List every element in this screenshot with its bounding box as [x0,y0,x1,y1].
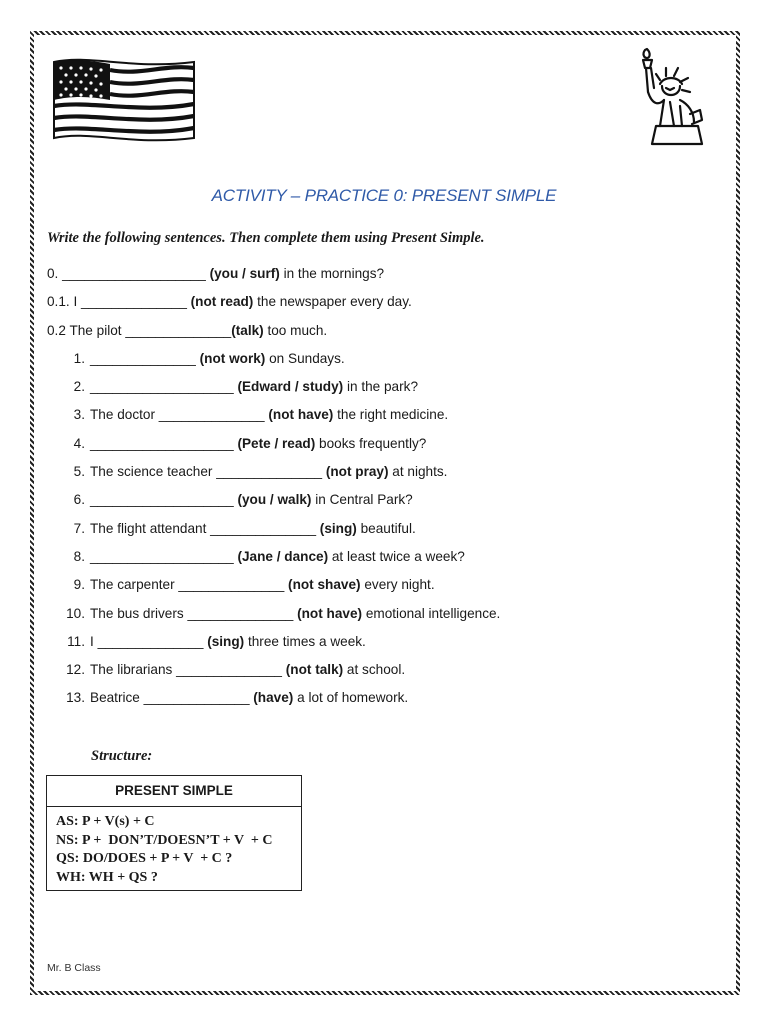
american-flag-icon [50,56,198,144]
formula-line: NS: P + DON’T/DOESN’T + V + C [56,832,273,848]
item-rest: too much. [263,322,328,338]
answer-blank: ___________________ [62,266,206,281]
exercise-item [47,604,500,632]
item-subject: The science teacher [90,464,213,480]
answer-blank: ______________ [143,690,250,706]
answer-blank: ______________ [97,633,204,649]
answer-blank: ______________ [216,464,323,480]
verb-hint: (Jane / dance) [237,548,329,564]
item-rest: in the park? [343,379,418,395]
exercise-item [47,632,500,660]
verb-hint: (talk) [231,322,264,338]
exercise-item [47,377,500,405]
item-number: 3. [73,407,85,423]
exercise-item [47,349,500,377]
item-subject: I [90,633,94,649]
grammar-box-body [47,807,301,887]
item-rest: at least twice a week? [328,548,465,564]
item-rest: at nights. [388,464,448,480]
verb-hint: (sing) [319,520,357,536]
grammar-box [46,775,302,891]
exercise-item [47,434,500,462]
exercise-item [47,321,500,349]
item-rest: in the mornings? [279,266,385,281]
item-number: 13. [66,690,85,706]
answer-blank: ______________ [90,350,196,366]
item-number: 0.2 [47,322,66,338]
item-number: 11. [67,633,85,649]
answer-blank: ______________ [158,407,265,423]
instruction-text: Write the following sentences. Then complete them using Present Simple. [47,230,485,246]
item-rest: every night. [360,577,435,593]
item-rest: the right medicine. [333,407,449,423]
answer-blank: ___________________ [90,435,234,451]
item-rest: three times a week. [244,633,366,649]
exercise-list [47,264,500,717]
formula-line: WH: WH + QS ? [56,869,158,885]
item-number: 2. [73,379,85,395]
exercise-item [47,405,500,433]
answer-blank: ______________ [187,605,294,621]
item-number: 9. [73,577,85,593]
exercise-item [47,490,500,518]
answer-blank: ______________ [178,577,285,593]
answer-blank: ______________ [176,662,282,678]
item-rest: the newspaper every day. [253,294,412,310]
item-rest: in Central Park? [311,492,413,508]
answer-blank: ______________ [125,322,232,338]
answer-blank: ___________________ [90,379,234,395]
item-subject: The carpenter [90,577,175,593]
verb-hint: (you / walk) [237,492,312,508]
item-number: 8. [73,548,85,564]
item-number: 0. [47,266,59,281]
item-subject: The doctor [90,407,155,423]
item-number: 4. [73,435,85,451]
answer-blank: ___________________ [90,492,234,508]
item-rest: on Sundays. [265,350,345,366]
verb-hint: (not have) [268,407,334,423]
exercise-item [47,575,500,603]
verb-hint: (you / surf) [209,266,280,281]
item-subject: The pilot [69,322,122,338]
exercise-item [47,519,500,547]
verb-hint: (not read) [190,294,254,310]
item-number: 10. [66,605,85,621]
item-number: 0.1. [47,294,70,310]
exercise-item [47,462,500,490]
verb-hint: (sing) [207,633,245,649]
item-rest: a lot of homework. [293,690,409,706]
verb-hint: (not have) [297,605,363,621]
verb-hint: (not shave) [288,577,361,593]
item-number: 6. [73,492,85,508]
verb-hint: (have) [253,690,294,706]
item-subject: The bus drivers [90,605,184,621]
item-subject: The librarians [90,662,173,678]
item-rest: at school. [343,662,406,678]
item-number: 1. [73,350,85,366]
item-subject: Beatrice [90,690,140,706]
verb-hint: (not pray) [325,464,389,480]
item-number: 7. [73,520,85,536]
verb-hint: (not work) [199,350,266,366]
answer-blank: ______________ [81,294,187,310]
item-rest: emotional intelligence. [362,605,501,621]
exercise-item [47,688,500,716]
item-subject: The flight attendant [90,520,207,536]
verb-hint: (not talk) [285,662,344,678]
item-subject: I [73,294,78,310]
exercise-item [47,547,500,575]
verb-hint: (Pete / read) [237,435,316,451]
statue-of-liberty-icon [636,46,712,152]
item-number: 5. [73,464,85,480]
footer-credit: Mr. B Class [47,962,101,974]
verb-hint: (Edward / study) [237,379,344,395]
answer-blank: ______________ [210,520,317,536]
page-title: ACTIVITY – PRACTICE 0: PRESENT SIMPLE [211,186,557,205]
item-number: 12. [66,662,85,678]
formula-line: AS: P + V(s) + C [56,814,155,829]
answer-blank: ___________________ [90,548,234,564]
structure-label: Structure: [91,748,153,764]
exercise-item [47,292,500,320]
item-rest: beautiful. [356,520,416,536]
exercise-item [47,660,500,688]
grammar-box-heading: PRESENT SIMPLE [47,776,301,807]
exercise-item [47,264,500,292]
formula-line: QS: DO/DOES + P + V + C ? [56,851,233,866]
item-rest: books frequently? [315,435,427,451]
